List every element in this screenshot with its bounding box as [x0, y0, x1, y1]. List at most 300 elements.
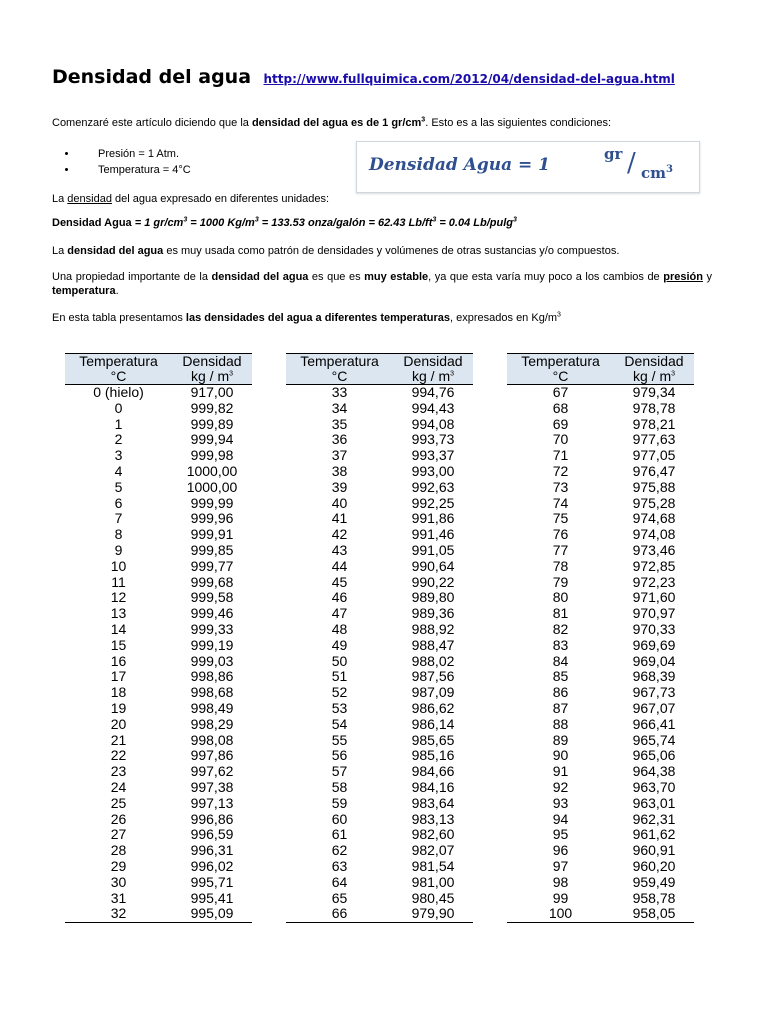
- density-cell: 967,07: [632, 699, 676, 716]
- table-row: [507, 448, 694, 464]
- header-temperature: Temperatura °C: [286, 354, 393, 385]
- table-row: [507, 654, 694, 670]
- temperature-cell: 58: [331, 778, 348, 795]
- temperature-cell: 12: [110, 589, 127, 606]
- equivalence-line: Densidad Agua = 1 $gr/cm^3 = 1000$ $Kg/m^3 = 133.53$ onza/galón = 62.43 $Lb/ft^3 = 0.04$ Lb/pulg$^3$: [52, 216, 517, 229]
- table-row: [65, 638, 252, 654]
- temperature-cell: 71: [552, 447, 569, 464]
- density-cell: 961,62: [632, 826, 676, 843]
- temperature-cell: 76: [552, 526, 569, 543]
- density-cell: 996,31: [190, 842, 234, 859]
- temperature-cell: 45: [331, 573, 348, 590]
- temperature-cell: 62: [331, 842, 348, 859]
- density-cell: 969,69: [632, 636, 676, 653]
- density-cell: 988,92: [411, 620, 455, 637]
- table-row: [65, 733, 252, 749]
- temperature-cell: 21: [110, 731, 127, 748]
- density-cell: 979,34: [632, 384, 676, 400]
- table-row: [65, 559, 252, 575]
- temperature-cell: 6: [114, 494, 123, 511]
- temperature-cell: 38: [331, 462, 348, 479]
- density-formula-image: [356, 141, 700, 193]
- temperature-cell: 50: [331, 652, 348, 669]
- table-row: [65, 417, 252, 433]
- header-temperature: Temperatura °C: [65, 354, 172, 385]
- density-cell: 974,08: [632, 526, 676, 543]
- table-row: [65, 827, 252, 843]
- temperature-cell: 78: [552, 557, 569, 574]
- temperature-cell: 56: [331, 747, 348, 764]
- formula-left: Densidad Agua = 1: [369, 155, 551, 175]
- density-cell: 968,39: [632, 668, 676, 685]
- density-table-2: [286, 353, 473, 923]
- conditions-list: [52, 146, 191, 178]
- table-row: [286, 764, 473, 780]
- density-cell: 963,70: [632, 778, 676, 795]
- temperature-cell: 77: [552, 541, 569, 558]
- temperature-cell: 36: [331, 431, 348, 448]
- formula-slash: /: [627, 148, 636, 178]
- density-cell: 988,02: [411, 652, 455, 669]
- table-row: [65, 432, 252, 448]
- density-cell: 995,71: [190, 873, 234, 890]
- table-row: [507, 606, 694, 622]
- temperature-cell: 83: [552, 636, 569, 653]
- table-row: [286, 906, 473, 922]
- table-row: [507, 527, 694, 543]
- table-row: [65, 859, 252, 875]
- density-cell: 997,86: [190, 747, 234, 764]
- density-cell: 996,86: [190, 810, 234, 827]
- table-row: [507, 891, 694, 907]
- table-row: [286, 417, 473, 433]
- temperature-cell: 64: [331, 873, 348, 890]
- table-row: [65, 780, 252, 796]
- table-row: [286, 385, 473, 401]
- density-cell: 972,85: [632, 557, 676, 574]
- density-cell: 999,33: [190, 620, 234, 637]
- header-temperature: Temperatura °C: [507, 354, 614, 385]
- density-cell: 965,74: [632, 731, 676, 748]
- density-cell: 974,68: [632, 510, 676, 527]
- header-density: Densidad kg / $m^3$: [393, 354, 473, 385]
- density-cell: 1000,00: [186, 478, 238, 495]
- temperature-cell: 25: [110, 794, 127, 811]
- temperature-cell: 31: [110, 889, 127, 906]
- density-cell: 994,08: [411, 415, 455, 432]
- table-row: [507, 764, 694, 780]
- temperature-cell: 37: [331, 447, 348, 464]
- temperature-cell: 14: [110, 620, 127, 637]
- density-cell: 970,33: [632, 620, 676, 637]
- table-row: [507, 590, 694, 606]
- temperature-cell: 61: [331, 826, 348, 843]
- density-cell: 999,98: [190, 447, 234, 464]
- units-paragraph: La densidad del agua expresado en diferentes unidades:: [52, 193, 330, 205]
- density-cell: 977,05: [632, 447, 676, 464]
- table-row: [507, 717, 694, 733]
- density-cell: 971,60: [632, 589, 676, 606]
- density-cell: 977,63: [632, 431, 676, 448]
- table-row: [286, 717, 473, 733]
- table-row: [286, 827, 473, 843]
- density-cell: 976,47: [632, 462, 676, 479]
- density-cell: 992,63: [411, 478, 455, 495]
- temperature-cell: 15: [110, 636, 127, 653]
- table-row: [286, 527, 473, 543]
- temperature-cell: 43: [331, 541, 348, 558]
- density-cell: 1000,00: [186, 462, 238, 479]
- temperature-cell: 96: [552, 842, 569, 859]
- temperature-cell: 67: [552, 384, 569, 400]
- density-cell: 999,77: [190, 557, 234, 574]
- density-cell: 981,00: [411, 873, 455, 890]
- temperature-cell: 55: [331, 731, 348, 748]
- table-row: [507, 859, 694, 875]
- temperature-cell: 68: [552, 399, 569, 416]
- table-intro-paragraph: En esta tabla presentamos las densidades del agua a diferentes temperaturas, expresados en $Kg/m^3$: [52, 311, 561, 324]
- density-cell: 998,49: [190, 699, 234, 716]
- temperature-cell: 97: [552, 857, 569, 874]
- temperature-cell: 84: [552, 652, 569, 669]
- table-row: [286, 843, 473, 859]
- density-cell: 993,73: [411, 431, 455, 448]
- density-cell: 982,07: [411, 842, 455, 859]
- table-row: [507, 401, 694, 417]
- density-cell: 999,82: [190, 399, 234, 416]
- density-cell: 995,09: [172, 906, 252, 922]
- density-cell: 999,91: [190, 526, 234, 543]
- temperature-cell: 40: [331, 494, 348, 511]
- property-paragraph: Una propiedad importante de la densidad del agua es que es muy estable, ya que esta varía muy poco a los cambios de presión y temperatura.: [52, 271, 712, 297]
- table-row: [507, 812, 694, 828]
- source-link[interactable]: http://www.fullquimica.com/2012/04/densidad-del-agua.html: [263, 72, 675, 86]
- temperature-cell: 7: [114, 510, 123, 527]
- temperature-cell: 81: [552, 605, 569, 622]
- table-row: [507, 511, 694, 527]
- table-row: [65, 543, 252, 559]
- temperature-cell: 66: [286, 906, 393, 922]
- density-cell: 999,85: [190, 541, 234, 558]
- temperature-cell: 89: [552, 731, 569, 748]
- density-cell: 973,46: [632, 541, 676, 558]
- temperature-cell: 100: [507, 906, 614, 922]
- temperature-cell: 75: [552, 510, 569, 527]
- temperature-cell: 42: [331, 526, 348, 543]
- table-row: [286, 511, 473, 527]
- density-cell: 978,21: [632, 415, 676, 432]
- table-row: [507, 827, 694, 843]
- temperature-cell: 26: [110, 810, 127, 827]
- table-row: [65, 685, 252, 701]
- temperature-cell: 41: [331, 510, 348, 527]
- temperature-cell: 20: [110, 715, 127, 732]
- intro-paragraph: Comenzaré este artículo diciendo que la densidad del agua es de 1 $gr/cm^3$. Esto es a las siguientes condiciones:: [52, 116, 612, 129]
- table-row: [507, 496, 694, 512]
- table-row: [507, 701, 694, 717]
- table-row: [286, 891, 473, 907]
- temperature-cell: 95: [552, 826, 569, 843]
- density-cell: 984,16: [411, 778, 455, 795]
- usage-paragraph: La densidad del agua es muy usada como patrón de densidades y volúmenes de otras sustancias y/o compuestos.: [52, 245, 620, 257]
- table-row: [65, 748, 252, 764]
- temperature-cell: 30: [110, 873, 127, 890]
- temperature-cell: 74: [552, 494, 569, 511]
- temperature-cell: 27: [110, 826, 127, 843]
- condition-pressure: • Presión = 1 Atm.: [78, 146, 191, 162]
- density-cell: 970,97: [632, 605, 676, 622]
- table-row: [286, 654, 473, 670]
- temperature-cell: 85: [552, 668, 569, 685]
- density-cell: 992,25: [411, 494, 455, 511]
- temperature-cell: 44: [331, 557, 348, 574]
- density-cell: 960,91: [632, 842, 676, 859]
- density-cell: 996,59: [190, 826, 234, 843]
- density-cell: 983,64: [411, 794, 455, 811]
- table-row: [286, 464, 473, 480]
- temperature-cell: 17: [110, 668, 127, 685]
- temperature-cell: 65: [331, 889, 348, 906]
- density-cell: 959,49: [632, 873, 676, 890]
- formula-numerator: gr: [604, 145, 623, 163]
- table-row: [286, 559, 473, 575]
- table-row: [286, 590, 473, 606]
- table-row: [507, 464, 694, 480]
- temperature-cell: 91: [552, 763, 569, 780]
- table-row: [65, 717, 252, 733]
- density-cell: 996,02: [190, 857, 234, 874]
- temperature-cell: 4: [114, 462, 123, 479]
- temperature-cell: 63: [331, 857, 348, 874]
- table-row: [507, 638, 694, 654]
- temperature-cell: 0: [114, 399, 123, 416]
- density-cell: 964,38: [632, 763, 676, 780]
- table-row: [65, 796, 252, 812]
- density-cell: 999,94: [190, 431, 234, 448]
- temperature-cell: 57: [331, 763, 348, 780]
- table-row: [286, 480, 473, 496]
- temperature-cell: 46: [331, 589, 348, 606]
- temperature-cell: 79: [552, 573, 569, 590]
- density-cell: 986,62: [411, 699, 455, 716]
- temperature-cell: 48: [331, 620, 348, 637]
- condition-temperature: • Temperatura = 4°C: [78, 162, 191, 178]
- temperature-cell: 93: [552, 794, 569, 811]
- table-row: [286, 748, 473, 764]
- table-row: [65, 622, 252, 638]
- density-cell: 975,28: [632, 494, 676, 511]
- temperature-cell: 18: [110, 684, 127, 701]
- table-row: [286, 401, 473, 417]
- density-cell: 989,80: [411, 589, 455, 606]
- density-cell: 997,62: [190, 763, 234, 780]
- density-cell: 958,05: [614, 906, 694, 922]
- temperature-cell: 86: [552, 684, 569, 701]
- temperature-cell: 51: [331, 668, 348, 685]
- temperature-cell: 8: [114, 526, 123, 543]
- temperature-cell: 49: [331, 636, 348, 653]
- table-row: [286, 606, 473, 622]
- table-row: [286, 859, 473, 875]
- density-cell: 958,78: [632, 889, 676, 906]
- formula-denominator: $cm^3$: [641, 164, 673, 182]
- page-title: Densidad del agua: [52, 66, 252, 88]
- table-row: [507, 543, 694, 559]
- table-row: [507, 906, 694, 922]
- density-cell: 963,01: [632, 794, 676, 811]
- density-cell: 979,90: [393, 906, 473, 922]
- temperature-cell: 92: [552, 778, 569, 795]
- header-density: Densidad kg / $m^3$: [614, 354, 694, 385]
- temperature-cell: 10: [110, 557, 127, 574]
- table-row: [507, 748, 694, 764]
- density-cell: 962,31: [632, 810, 676, 827]
- table-row: [507, 875, 694, 891]
- density-cell: 991,05: [411, 541, 455, 558]
- table-row: [286, 432, 473, 448]
- table-row: [65, 575, 252, 591]
- table-row: [507, 733, 694, 749]
- density-cell: 993,37: [411, 447, 455, 464]
- table-row: [507, 622, 694, 638]
- temperature-cell: 54: [331, 715, 348, 732]
- table-row: [65, 527, 252, 543]
- table-row: [65, 480, 252, 496]
- temperature-cell: 82: [552, 620, 569, 637]
- density-cell: 987,09: [411, 684, 455, 701]
- temperature-cell: 33: [331, 384, 348, 400]
- temperature-cell: 32: [65, 906, 172, 922]
- table-row: [507, 385, 694, 401]
- table-row: [65, 464, 252, 480]
- density-cell: 986,14: [411, 715, 455, 732]
- density-cell: 998,86: [190, 668, 234, 685]
- table-row: [507, 575, 694, 591]
- temperature-cell: 80: [552, 589, 569, 606]
- temperature-cell: 98: [552, 873, 569, 890]
- density-cell: 960,20: [632, 857, 676, 874]
- temperature-cell: 9: [114, 541, 123, 558]
- table-row: [286, 638, 473, 654]
- table-row: [65, 891, 252, 907]
- density-cell: 989,36: [411, 605, 455, 622]
- table-row: [507, 843, 694, 859]
- temperature-cell: 34: [331, 399, 348, 416]
- table-row: [507, 432, 694, 448]
- table-row: [507, 669, 694, 685]
- density-cell: 995,41: [190, 889, 234, 906]
- density-cell: 982,60: [411, 826, 455, 843]
- density-cell: 985,16: [411, 747, 455, 764]
- table-row: [65, 812, 252, 828]
- table-row: [286, 780, 473, 796]
- temperature-cell: 22: [110, 747, 127, 764]
- temperature-cell: 90: [552, 747, 569, 764]
- temperature-cell: 69: [552, 415, 569, 432]
- temperature-cell: 28: [110, 842, 127, 859]
- temperature-cell: 53: [331, 699, 348, 716]
- table-row: [286, 543, 473, 559]
- density-cell: 980,45: [411, 889, 455, 906]
- table-row: [65, 701, 252, 717]
- table-row: [65, 906, 252, 922]
- table-row: [286, 812, 473, 828]
- table-row: [65, 385, 252, 401]
- density-cell: 999,58: [190, 589, 234, 606]
- temperature-cell: 94: [552, 810, 569, 827]
- density-cell: 999,99: [190, 494, 234, 511]
- density-cell: 917,00: [190, 384, 234, 400]
- table-row: [286, 733, 473, 749]
- table-row: [286, 685, 473, 701]
- density-cell: 967,73: [632, 684, 676, 701]
- table-row: [286, 701, 473, 717]
- density-cell: 966,41: [632, 715, 676, 732]
- density-cell: 994,43: [411, 399, 455, 416]
- temperature-cell: 3: [114, 447, 123, 464]
- density-table-1: [65, 353, 252, 923]
- density-cell: 994,76: [411, 384, 455, 400]
- temperature-cell: 87: [552, 699, 569, 716]
- table-row: [65, 654, 252, 670]
- table-row: [286, 622, 473, 638]
- temperature-cell: 0 (hielo): [93, 384, 144, 400]
- density-cell: 999,96: [190, 510, 234, 527]
- density-cell: 969,04: [632, 652, 676, 669]
- temperature-cell: 59: [331, 794, 348, 811]
- table-row: [507, 685, 694, 701]
- table-row: [507, 796, 694, 812]
- temperature-cell: 72: [552, 462, 569, 479]
- table-row: [65, 606, 252, 622]
- density-cell: 965,06: [632, 747, 676, 764]
- temperature-cell: 73: [552, 478, 569, 495]
- density-cell: 991,46: [411, 526, 455, 543]
- temperature-cell: 88: [552, 715, 569, 732]
- table-row: [65, 511, 252, 527]
- density-cell: 984,66: [411, 763, 455, 780]
- table-row: [507, 780, 694, 796]
- table-row: [507, 480, 694, 496]
- table-row: [286, 575, 473, 591]
- temperature-cell: 1: [114, 415, 123, 432]
- density-cell: 983,13: [411, 810, 455, 827]
- table-row: [65, 875, 252, 891]
- table-row: [65, 496, 252, 512]
- temperature-cell: 23: [110, 763, 127, 780]
- table-row: [286, 796, 473, 812]
- temperature-cell: 11: [111, 573, 126, 590]
- table-row: [286, 496, 473, 512]
- table-row: [65, 843, 252, 859]
- table-row: [65, 764, 252, 780]
- density-cell: 999,19: [190, 636, 234, 653]
- header-density: Densidad kg / $m^3$: [172, 354, 252, 385]
- table-row: [507, 559, 694, 575]
- table-row: [65, 401, 252, 417]
- table-row: [65, 448, 252, 464]
- temperature-cell: 60: [331, 810, 348, 827]
- temperature-cell: 5: [114, 478, 123, 495]
- density-cell: 998,68: [190, 684, 234, 701]
- density-cell: 990,22: [411, 573, 455, 590]
- density-cell: 999,89: [190, 415, 234, 432]
- table-row: [507, 417, 694, 433]
- density-cell: 972,23: [632, 573, 676, 590]
- density-cell: 990,64: [411, 557, 455, 574]
- temperature-cell: 70: [552, 431, 569, 448]
- density-cell: 999,46: [190, 605, 234, 622]
